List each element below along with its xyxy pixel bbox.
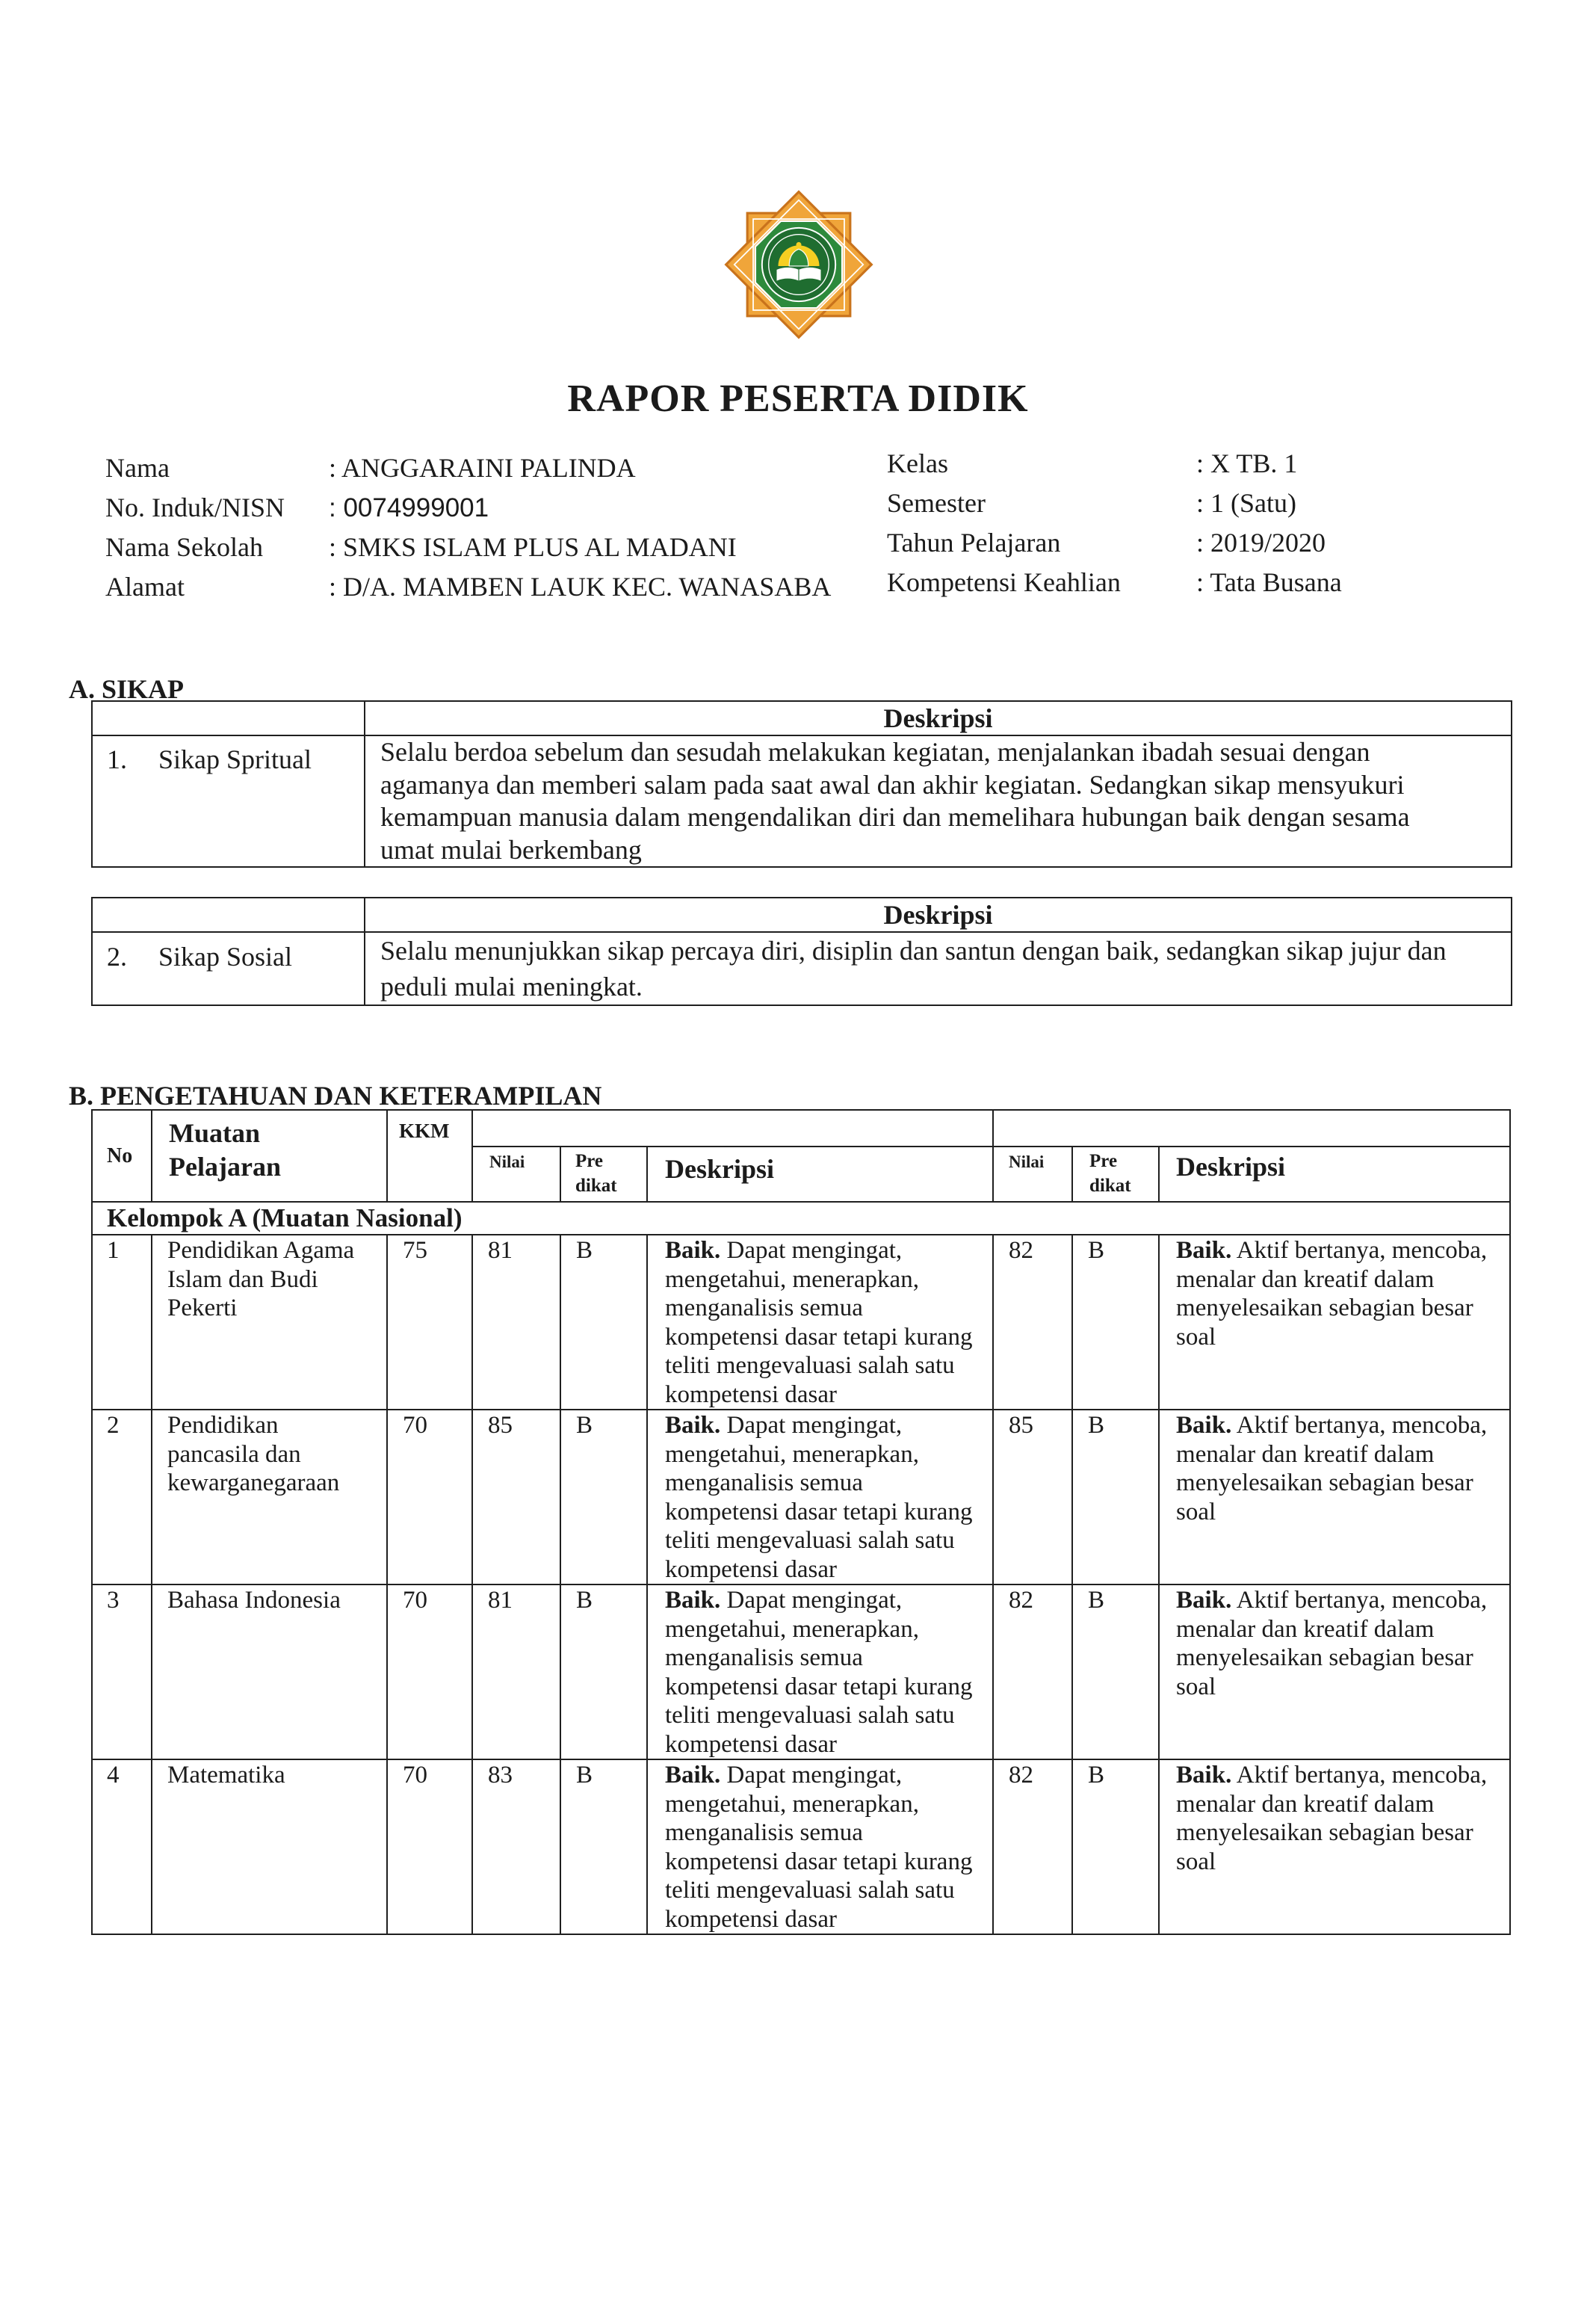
- sikap-spiritual-table: [91, 700, 1512, 868]
- col-header-knowledge-description: Deskripsi: [647, 1147, 993, 1202]
- skill-description-lead: Baik.: [1176, 1237, 1232, 1264]
- aspect-name: Sikap Spritual: [158, 744, 312, 774]
- crescent-icon: [796, 242, 801, 247]
- info-row-semester: [887, 484, 1596, 523]
- info-row-competency: [887, 563, 1596, 602]
- skill-description-text: Aktif bertanya, mencoba, menalar dan kreatif dalam menyelesaikan sebagian besar soal: [1176, 1587, 1488, 1700]
- knowledge-score: 81: [472, 1235, 560, 1410]
- info-row-nisn: [105, 488, 823, 528]
- subject-name: Pendidikan pancasila dan kewarganegaraan: [152, 1410, 387, 1584]
- label-nama: Nama: [105, 453, 170, 483]
- skill-grade: B: [1072, 1410, 1159, 1584]
- group-row: [92, 1202, 1510, 1235]
- label-school: Nama Sekolah: [105, 532, 263, 562]
- header-deskripsi: Deskripsi: [365, 898, 1512, 932]
- header-deskripsi: Deskripsi: [365, 701, 1512, 735]
- info-row-school: [105, 528, 823, 567]
- table-row: [92, 735, 1512, 867]
- skill-description-text: Aktif bertanya, mencoba, menalar dan kreatif dalam menyelesaikan sebagian besar soal: [1176, 1412, 1488, 1525]
- grades-table: [91, 1109, 1511, 1935]
- kkm-value: 70: [387, 1759, 472, 1934]
- knowledge-grade: B: [560, 1584, 647, 1759]
- knowledge-description-lead: Baik.: [665, 1587, 721, 1614]
- sikap-social-table: [91, 897, 1512, 1006]
- subject-name: Pendidikan Agama Islam dan Budi Pekerti: [152, 1235, 387, 1410]
- value-year: : 2019/2020: [1196, 528, 1326, 558]
- skill-description-text: Aktif bertanya, mencoba, menalar dan kreatif dalam menyelesaikan sebagian besar soal: [1176, 1237, 1488, 1351]
- knowledge-grade: B: [560, 1410, 647, 1584]
- aspect-cell: [92, 735, 365, 867]
- table-header-row: [92, 898, 1512, 932]
- section-a-heading: A. SIKAP: [69, 674, 185, 704]
- col-header-skill-description: Deskripsi: [1159, 1147, 1510, 1202]
- row-number: 1: [92, 1235, 152, 1410]
- knowledge-description: [647, 1759, 993, 1934]
- value-nama: : ANGGARAINI PALINDA: [329, 453, 636, 483]
- knowledge-description: [647, 1410, 993, 1584]
- skill-description: [1159, 1235, 1510, 1410]
- aspect-number: 2.: [107, 942, 127, 972]
- knowledge-description-lead: Baik.: [665, 1762, 721, 1789]
- col-header-no: No: [92, 1110, 152, 1202]
- row-number: 2: [92, 1410, 152, 1584]
- col-header-subject: Muatan Pelajaran: [152, 1110, 387, 1202]
- aspect-description: Selalu berdoa sebelum dan sesudah melakukan kegiatan, menjalankan ibadah sesuai dengan agamanya dan memberi salam pada saat awal dan akhir kegiatan. Sedangkan sikap mensyukuri kemampuan manusia dalam mengendalikan diri dan memelihara hubungan baik dengan sesama umat mulai berkembang: [365, 735, 1512, 867]
- student-info-left: [105, 448, 832, 607]
- aspect-number: 1.: [107, 744, 127, 774]
- skill-description-lead: Baik.: [1176, 1412, 1232, 1439]
- knowledge-score: 85: [472, 1410, 560, 1584]
- knowledge-description: [647, 1235, 993, 1410]
- label-address: Alamat: [105, 572, 185, 602]
- skill-description: [1159, 1584, 1510, 1759]
- knowledge-score: 83: [472, 1759, 560, 1934]
- table-row: [92, 932, 1512, 1005]
- knowledge-description-text: Dapat mengingat, mengetahui, menerapkan, menganalisis semua kompetensi dasar tetapi kurang teliti mengevaluasi salah satu kompetensi dasar: [665, 1237, 973, 1408]
- aspect-cell: [92, 932, 365, 1005]
- skill-description-lead: Baik.: [1176, 1587, 1232, 1614]
- table-row: [92, 1584, 1510, 1759]
- aspect-description: Selalu menunjukkan sikap percaya diri, disiplin dan santun dengan baik, sedangkan sikap jujur dan peduli mulai meningkat.: [365, 932, 1512, 1005]
- school-emblem-icon: [711, 176, 887, 353]
- page-title: RAPOR PESERTA DIDIK: [567, 377, 1029, 420]
- kkm-value: 70: [387, 1584, 472, 1759]
- knowledge-description-text: Dapat mengingat, mengetahui, menerapkan, menganalisis semua kompetensi dasar tetapi kurang teliti mengevaluasi salah satu kompetensi dasar: [665, 1412, 973, 1583]
- knowledge-grade: B: [560, 1235, 647, 1410]
- skill-description: [1159, 1759, 1510, 1934]
- header-empty-cell: [92, 701, 365, 735]
- col-header-skill-grade: Pre dikat: [1072, 1147, 1159, 1202]
- row-number: 4: [92, 1759, 152, 1934]
- skill-grade: B: [1072, 1235, 1159, 1410]
- value-school: : SMKS ISLAM PLUS AL MADANI: [329, 532, 737, 562]
- col-header-knowledge-score: Nilai: [472, 1147, 560, 1202]
- skill-score: 82: [993, 1584, 1072, 1759]
- label-competency: Kompetensi Keahlian: [887, 567, 1121, 597]
- value-nisn: : 0074999001: [329, 493, 489, 522]
- knowledge-grade: B: [560, 1759, 647, 1934]
- knowledge-description: [647, 1584, 993, 1759]
- subject-name: Matematika: [152, 1759, 387, 1934]
- label-nisn: No. Induk/NISN: [105, 493, 285, 522]
- col-header-skill-score: Nilai: [993, 1147, 1072, 1202]
- header-empty-cell: [92, 898, 365, 932]
- aspect-name: Sikap Sosial: [158, 942, 293, 972]
- skill-score: 85: [993, 1410, 1072, 1584]
- skill-grade: B: [1072, 1584, 1159, 1759]
- table-row: [92, 1759, 1510, 1934]
- table-row: [92, 1410, 1510, 1584]
- kkm-value: 70: [387, 1410, 472, 1584]
- label-semester: Semester: [887, 488, 986, 518]
- knowledge-group-header: [472, 1110, 993, 1147]
- skill-description-text: Aktif bertanya, mencoba, menalar dan kreatif dalam menyelesaikan sebagian besar soal: [1176, 1762, 1488, 1875]
- knowledge-description-lead: Baik.: [665, 1237, 721, 1264]
- col-header-kkm: KKM: [387, 1110, 472, 1202]
- student-info-right: [887, 444, 1596, 602]
- value-class: : X TB. 1: [1196, 448, 1298, 478]
- header-row-top: [92, 1110, 1510, 1147]
- value-competency: : Tata Busana: [1196, 567, 1342, 597]
- subject-name: Bahasa Indonesia: [152, 1584, 387, 1759]
- knowledge-description-text: Dapat mengingat, mengetahui, menerapkan, menganalisis semua kompetensi dasar tetapi kurang teliti mengevaluasi salah satu kompetensi dasar: [665, 1762, 973, 1933]
- group-label: Kelompok A (Muatan Nasional): [92, 1202, 1510, 1235]
- skill-score: 82: [993, 1235, 1072, 1410]
- skill-description: [1159, 1410, 1510, 1584]
- knowledge-description-text: Dapat mengingat, mengetahui, menerapkan, menganalisis semua kompetensi dasar tetapi kurang teliti mengevaluasi salah satu kompetensi dasar: [665, 1587, 973, 1758]
- table-header-row: [92, 701, 1512, 735]
- label-year: Tahun Pelajaran: [887, 528, 1061, 558]
- knowledge-description-lead: Baik.: [665, 1412, 721, 1439]
- info-row-nama: [105, 448, 823, 488]
- col-header-knowledge-grade: Pre dikat: [560, 1147, 647, 1202]
- skill-grade: B: [1072, 1759, 1159, 1934]
- section-b-heading: B. PENGETAHUAN DAN KETERAMPILAN: [69, 1081, 602, 1111]
- row-number: 3: [92, 1584, 152, 1759]
- label-class: Kelas: [887, 448, 948, 478]
- knowledge-score: 81: [472, 1584, 560, 1759]
- kkm-value: 75: [387, 1235, 472, 1410]
- skill-group-header: [993, 1110, 1510, 1147]
- info-row-class: [887, 444, 1596, 484]
- info-row-year: [887, 523, 1596, 563]
- info-row-address: [105, 567, 832, 607]
- skill-score: 82: [993, 1759, 1072, 1934]
- value-address: : D/A. MAMBEN LAUK KEC. WANASABA: [329, 572, 832, 602]
- skill-description-lead: Baik.: [1176, 1762, 1232, 1789]
- value-semester: : 1 (Satu): [1196, 488, 1296, 518]
- table-row: [92, 1235, 1510, 1410]
